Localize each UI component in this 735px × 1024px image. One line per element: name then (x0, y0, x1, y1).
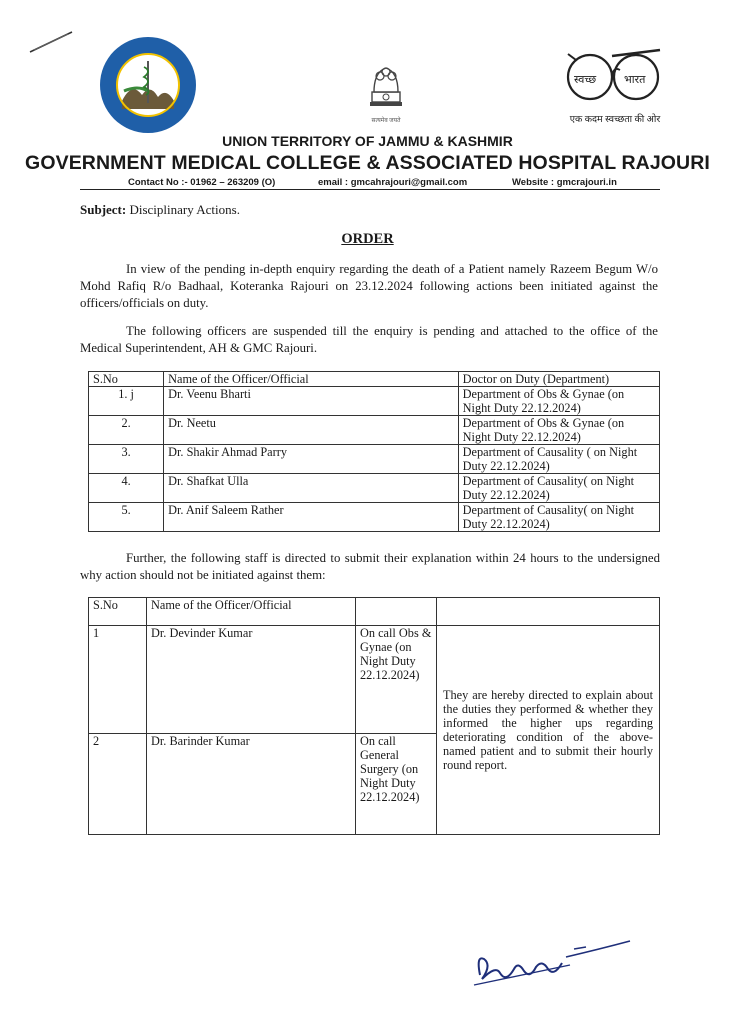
row-name: Dr. Shafkat Ulla (164, 474, 459, 503)
row-duty: On call Obs & Gynae (on Night Duty 22.12.2024) (356, 626, 437, 734)
table-row (89, 445, 660, 474)
row-sno: 1. j (89, 387, 164, 416)
row-sno: 3. (89, 445, 164, 474)
row-name: Dr. Barinder Kumar (147, 734, 356, 835)
header-duty (356, 598, 437, 626)
row-name: Dr. Veenu Bharti (164, 387, 459, 416)
paragraph-explanation-text: Further, the following staff is directed to submit their explanation within 24 hours to the undersigned why action should not be initiated against them: (80, 551, 660, 582)
header-divider (80, 189, 660, 190)
ut-title: UNION TERRITORY OF JAMMU & KASHMIR (222, 133, 513, 149)
paragraph-explanation (80, 550, 660, 584)
emblem-caption: सत्यमेव जयते (371, 118, 401, 124)
pen-mark (28, 28, 76, 56)
national-emblem-icon (362, 52, 410, 122)
swachh-tagline: एक कदम स्वच्छता की ओर (569, 115, 661, 125)
swachh-bharat-logo (560, 46, 670, 128)
row-sno: 1 (89, 626, 147, 734)
subject-label: Subject: (80, 202, 127, 217)
table-row (89, 474, 660, 503)
row-dept: Department of Obs & Gynae (on Night Duty 22.12.2024) (458, 387, 659, 416)
row-dept: Department of Causality ( on Night Duty 22.12.2024) (458, 445, 659, 474)
website: Website : gmcrajouri.in (512, 177, 617, 188)
row-sno: 5. (89, 503, 164, 532)
signature (470, 935, 640, 995)
row-sno: 2 (89, 734, 147, 835)
table-row (89, 387, 660, 416)
paragraph-enquiry-text: In view of the pending in-depth enquiry regarding the death of a Patient namely Razeem Begum W/o Mohd Rafiq R/o Badhaal, Koteranka Rajouri on 23.12.2024 following actions been initiated against the officers/officials on duty. (80, 262, 658, 310)
header-remark (437, 598, 660, 626)
table-row (89, 626, 660, 734)
row-dept: Department of Causality( on Night Duty 22.12.2024) (458, 503, 659, 532)
gmc-logo (98, 35, 198, 135)
table-row (89, 416, 660, 445)
paragraph-enquiry (80, 261, 658, 312)
suspension-table (88, 371, 660, 532)
swachh-left-text: स्वच्छ (574, 74, 597, 86)
header-name: Name of the Officer/Official (164, 372, 459, 387)
subject-text: Disciplinary Actions. (126, 202, 240, 217)
paragraph-suspension (80, 323, 658, 357)
row-name: Dr. Shakir Ahmad Parry (164, 445, 459, 474)
contact-number: Contact No :- 01962 – 263209 (O) (128, 177, 276, 188)
row-name: Dr. Devinder Kumar (147, 626, 356, 734)
row-name: Dr. Anif Saleem Rather (164, 503, 459, 532)
email-address: email : gmcahrajouri@gmail.com (318, 177, 468, 188)
order-title: ORDER (341, 231, 394, 247)
explanation-table (88, 597, 660, 835)
table-header-row (89, 598, 660, 626)
header-sno: S.No (89, 598, 147, 626)
row-dept: Department of Causality( on Night Duty 22.12.2024) (458, 474, 659, 503)
swachh-right-text: भारत (624, 74, 646, 86)
row-duty: On call General Surgery (on Night Duty 22.12.2024) (356, 734, 437, 835)
header-sno: S.No (89, 372, 164, 387)
row-name: Dr. Neetu (164, 416, 459, 445)
table-header-row (89, 372, 660, 387)
row-sno: 2. (89, 416, 164, 445)
table-row (89, 503, 660, 532)
row-dept: Department of Obs & Gynae (on Night Duty 22.12.2024) (458, 416, 659, 445)
paragraph-suspension-text: The following officers are suspended till the enquiry is pending and attached to the office of the Medical Superintendent, AH & GMC Rajouri. (80, 324, 658, 355)
header-dept: Doctor on Duty (Department) (458, 372, 659, 387)
row-remark: They are hereby directed to explain about the duties they performed & whether they informed the higher ups regarding deteriorating condition of the above-named patient and to submit their hourly round report. (437, 626, 660, 835)
institution-title: GOVERNMENT MEDICAL COLLEGE & ASSOCIATED HOSPITAL RAJOURI (25, 152, 710, 174)
row-sno: 4. (89, 474, 164, 503)
subject-line (80, 202, 240, 218)
header-name: Name of the Officer/Official (147, 598, 356, 626)
